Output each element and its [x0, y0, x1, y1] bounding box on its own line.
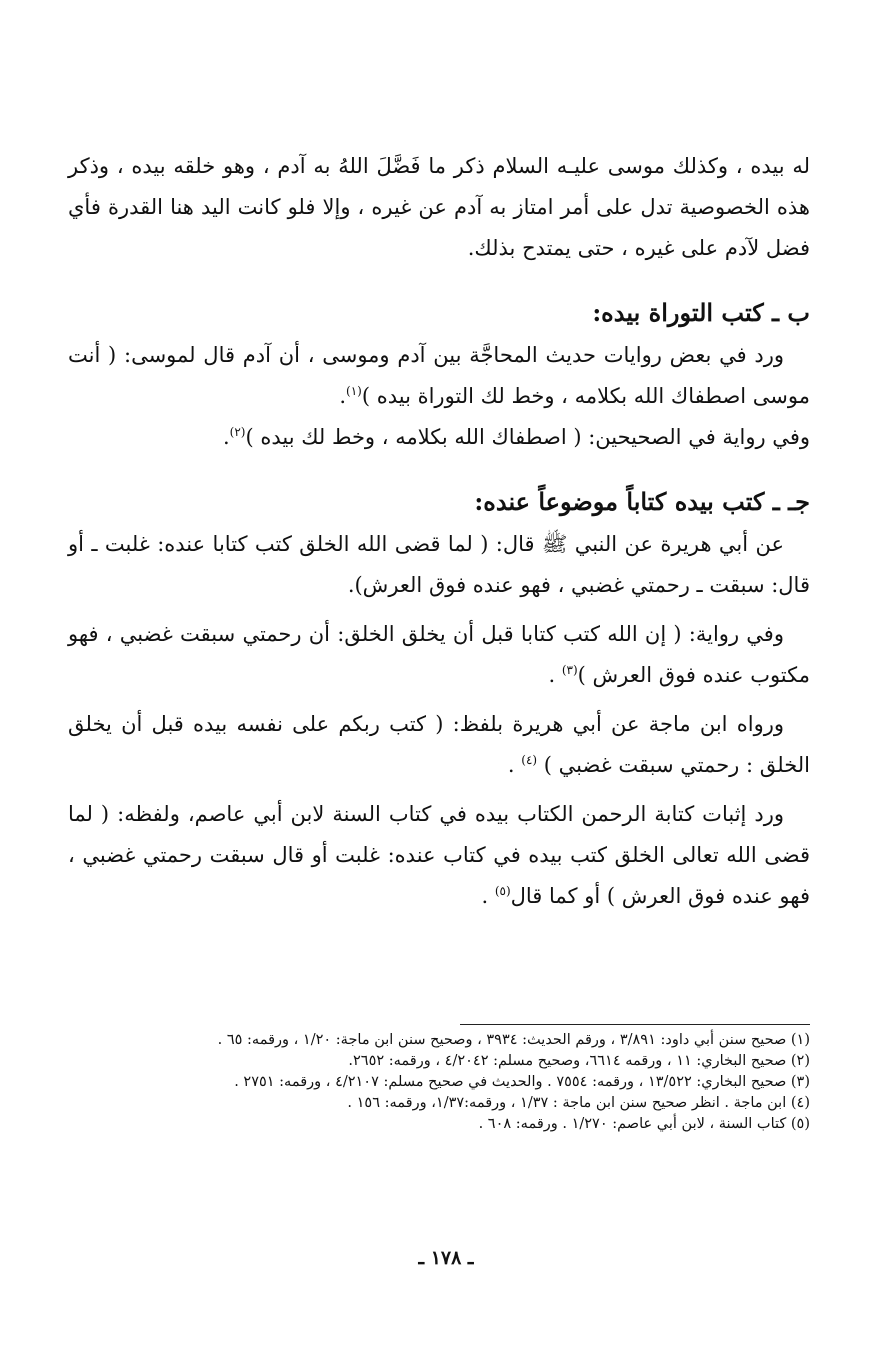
paragraph-c3-text: ورواه ابن ماجة عن أبي هريرة بلفظ: ( كتب ربكم على نفسه بيده قبل أن يخلق الخلق : رحمتي سبقت غضبي )	[68, 712, 810, 777]
paragraph-b1-text: ورد في بعض روايات حديث المحاجَّة بين آدم وموسى ، أن آدم قال لموسى: ( أنت موسى اصطفاك الله بكلامه ، وخط لك التوراة بيده )	[68, 343, 810, 408]
main-text	[68, 146, 810, 917]
paragraph-b1	[68, 335, 810, 417]
footnote-2: (٢) صحيح البخاري: ١١ ، ورقمه ٦٦١٤، وصحيح مسلم: ٤/٢٠٤٢ ، ورقمه: ٢٦٥٢.	[348, 1053, 810, 1069]
footnote-ref-4: (٤)	[521, 753, 538, 767]
paragraph-b2-text: وفي رواية في الصحيحين: ( اصطفاك الله بكلامه ، وخط لك بيده )	[245, 425, 810, 449]
paragraph-c3-end: .	[507, 753, 522, 777]
paragraph-c2-text: وفي رواية: ( إن الله كتب كتابا قبل أن يخلق الخلق: أن رحمتي سبقت غضبي ، فهو مكتوب عنده فوق العرش )	[68, 622, 810, 687]
footnote-ref-3: (٣)	[561, 663, 578, 677]
section-heading-b: ب ـ كتب التوراة بيده:	[592, 298, 810, 327]
intro-paragraph: له بيده ، وكذلك موسى عليـه السلام ذكر ما فَضَّلَ اللهُ به آدم ، وهو خلقه بيده ، وذكر هذه الخصوصية تدل على أمر امتاز به آدم عن غيره ، وإلا فلو كانت اليد هنا القدرة فأي فضل لآدم على غيره ، حتى يمتدح بذلك.	[68, 154, 810, 260]
footnote-ref-5: (٥)	[494, 884, 511, 898]
paragraph-c4-text: ورد إثبات كتابة الرحمن الكتاب بيده في كتاب السنة لابن أبي عاصم، ولفظه: ( لما قضى الله تعالى الخلق كتب بيده في كتاب عنده: غلبت أو قال سبقت رحمتي غضبي ، فهو عنده فوق العرش ) أو كما قال	[68, 802, 810, 908]
paragraph-c1: عن أبي هريرة عن النبي ﷺ قال: ( لما قضى الله الخلق كتب كتابا عنده: غلبت ـ أو قال: سبقت ـ رحمتي غضبي ، فهو عنده فوق العرش).	[68, 532, 810, 597]
paragraph-c3	[68, 704, 810, 786]
footnote-5: (٥) كتاب السنة ، لابن أبي عاصم: ١/٢٧٠ . ورقمه: ٦٠٨ .	[478, 1116, 810, 1132]
section-heading-c: جـ ـ كتب بيده كتاباً موضوعاً عنده:	[474, 487, 810, 516]
footnote-3: (٣) صحيح البخاري: ١٣/٥٢٢ ، ورقمه: ٧٥٥٤ . والحديث في صحيح مسلم: ٤/٢١٠٧ ، ورقمه: ٢٧٥١ .	[234, 1074, 810, 1090]
paragraph-b2	[68, 417, 810, 458]
paragraph-c2-end: .	[548, 663, 562, 687]
paragraph-c4-end: .	[481, 884, 495, 908]
paragraph-b2-end: .	[222, 425, 230, 449]
footnote-1: (١) صحيح سنن أبي داود: ٣/٨٩١ ، ورقم الحديث: ٣٩٣٤ ، وصحيح سنن ابن ماجة: ١/٢٠ ، ورقمه: ٦٥ .	[217, 1032, 810, 1048]
footnote-ref-1: (١)	[346, 384, 362, 398]
paragraph-c2	[68, 614, 810, 696]
footnote-divider	[460, 1024, 810, 1025]
paragraph-b1-end: .	[339, 384, 347, 408]
paragraph-c4	[68, 794, 810, 917]
footnotes	[68, 1030, 810, 1135]
footnote-4: (٤) ابن ماجة . انظر صحيح سنن ابن ماجة : ١/٣٧ ، ورقمه:١/٣٧، ورقمه: ١٥٦ .	[347, 1095, 810, 1111]
footnote-ref-2: (٢)	[229, 425, 246, 439]
page-number: ـ ١٧٨ ـ	[418, 1247, 474, 1269]
